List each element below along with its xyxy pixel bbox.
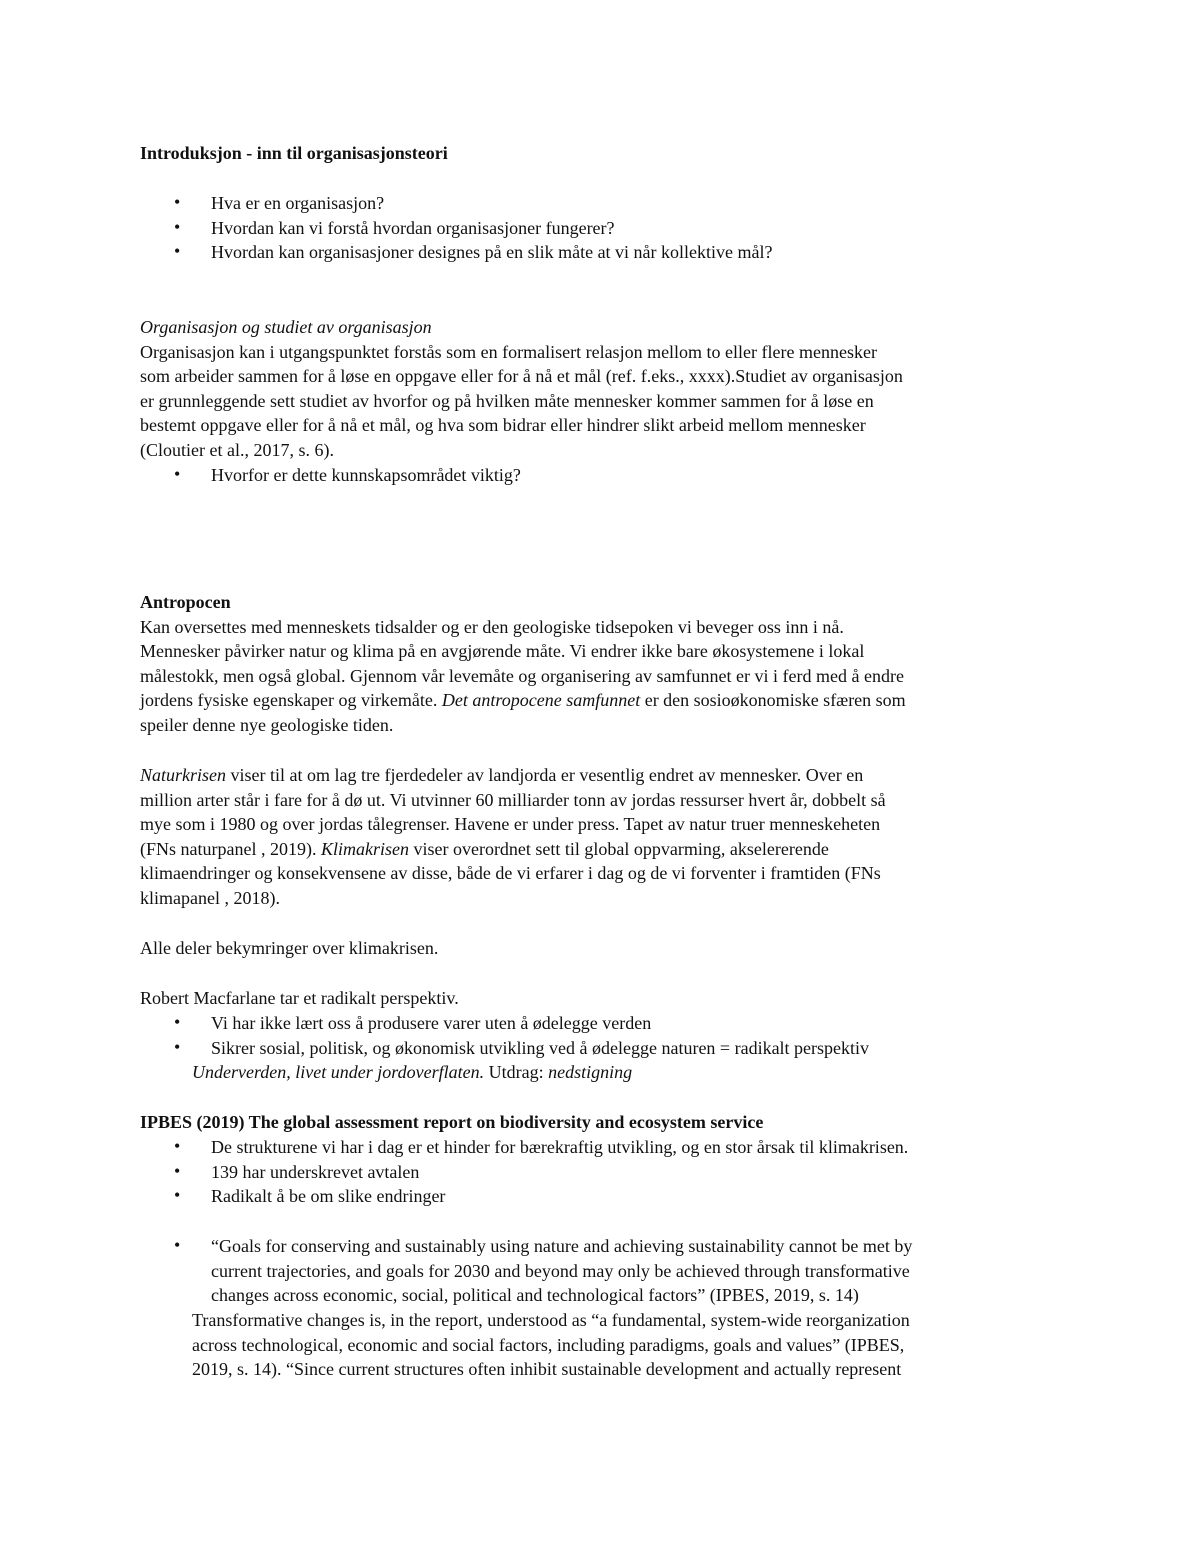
excerpt-title: nedstigning (548, 1062, 633, 1082)
list-item: • Vi har ikke lært oss å produsere varer uten å ødelegge verden (174, 1012, 652, 1033)
naturkrisen-section (140, 763, 886, 911)
list-item: • Radikalt å be om slike endringer (174, 1185, 446, 1207)
book-title: Underverden, livet under jordoverflaten. (192, 1062, 485, 1082)
list-item: • Hvordan kan vi forstå hvordan organisasjoner fungerer? (174, 216, 615, 238)
paragraph-line: klimapanel , 2018). (140, 887, 280, 908)
ipbes-quote-list (140, 1234, 912, 1308)
paragraph-line: 2019, s. 14). “Since current structures often inhibit sustainable development and actually represent (192, 1359, 902, 1380)
intro-section (140, 141, 448, 166)
paragraph-line: across technological, economic and social factors, including paradigms, goals and values” (IPBES, (192, 1334, 905, 1355)
bullet-icon: • (174, 216, 181, 237)
italic-term: Naturkrisen (140, 765, 227, 785)
ipbes-heading: IPBES (2019) The global assessment report on biodiversity and ecosystem service (140, 1112, 764, 1132)
bullet-icon: • (174, 1136, 181, 1156)
list-item: • De strukturene vi har i dag er et hinder for bærekraftig utvikling, og en stor årsak til klimakrisen. (174, 1136, 909, 1157)
bullet-icon: • (174, 1012, 181, 1032)
ipbes-bullet-list (140, 1135, 908, 1209)
paragraph-line: (Cloutier et al., 2017, s. 6). (140, 439, 334, 460)
org-subheading: Organisasjon og studiet av organisasjon (140, 317, 432, 337)
list-item: • Hva er en organisasjon? (174, 192, 385, 213)
paragraph-line: mye som i 1980 og over jordas tålegrenser. Havene er under press. Tapet av natur truer menneskeheten (140, 814, 881, 835)
paragraph-line: Naturkrisen viser til at om lag tre fjerdedeler av landjorda er vesentlig endret av mennesker. Over en (140, 765, 864, 785)
bullet-icon: • (174, 192, 181, 212)
macfarlane-bullet-list (140, 1011, 869, 1060)
intro-question-list (140, 191, 773, 265)
paragraph-line: Transformative changes is, in the report, understood as “a fundamental, system-wide reorganization (192, 1310, 910, 1330)
book-reference: Underverden, livet under jordoverflaten. Utdrag: nedstigning (192, 1062, 633, 1082)
bullet-icon: • (174, 1185, 181, 1206)
org-section (140, 315, 903, 463)
paragraph-line: er grunnleggende sett studiet av hvorfor og på hvilken måte mennesker kommer sammen for å løse en (140, 390, 874, 411)
bullet-icon: • (174, 241, 181, 262)
list-item: • Hvordan kan organisasjoner designes på en slik måte at vi når kollektive mål? (174, 241, 773, 263)
paragraph-line: som arbeider sammen for å løse en oppgave eller for å nå et mål (ref. f.eks., xxxx).Studiet av organisasjon (140, 366, 903, 387)
quote-line: changes across economic, social, political and technological factors” (IPBES, 2019, s. 14) (211, 1285, 859, 1306)
paragraph-line: jordens fysiske egenskaper og virkemåte. Det antropocene samfunnet er den sosioøkonomiske sfæren som (140, 690, 906, 711)
italic-term: Klimakrisen (320, 838, 409, 859)
paragraph-line: million arter står i fare for å dø ut. Vi utvinner 60 milliarder tonn av jordas ressurser hvert år, dobbelt så (140, 789, 886, 810)
list-item: • Sikrer sosial, politisk, og økonomisk utvikling ved å ødelegge naturen = radikalt perspektiv (174, 1036, 870, 1058)
alle-deler-text: Alle deler bekymringer over klimakrisen. (140, 938, 439, 958)
bullet-icon: • (174, 1235, 181, 1255)
list-item: • 139 har underskrevet avtalen (174, 1160, 420, 1182)
bullet-icon: • (174, 464, 181, 484)
paragraph-line: Kan oversettes med menneskets tidsalder og er den geologiske tidsepoken vi beveger oss inn i nå. (140, 616, 844, 637)
bullet-icon: • (174, 1036, 181, 1057)
quote-line: current trajectories, and goals for 2030 and beyond may only be achieved through transformative (211, 1260, 910, 1281)
italic-term: Det antropocene samfunnet (441, 690, 641, 711)
bullet-icon: • (174, 1160, 181, 1181)
antropocen-section (140, 590, 906, 738)
paragraph-line: bestemt oppgave eller for å nå et mål, og hva som bidrar eller hindrer slikt arbeid mellom mennesker (140, 415, 866, 436)
paragraph-line: speiler denne nye geologiske tiden. (140, 714, 394, 735)
paragraph-line: målestokk, men også global. Gjennom vår levemåte og organisering av samfunnet er vi i ferd med å endre (140, 665, 904, 686)
intro-heading: Introduksjon - inn til organisasjonsteori (140, 143, 448, 163)
list-item: • Hvorfor er dette kunnskapsområdet viktig? (174, 464, 521, 485)
org-bullet-list (140, 463, 521, 488)
macfarlane-intro: Robert Macfarlane tar et radikalt perspektiv. (140, 988, 459, 1008)
ipbes-section (140, 1110, 763, 1135)
paragraph-line: (FNs naturpanel , 2019). Klimakrisen viser overordnet sett til global oppvarming, akselererende (140, 838, 829, 859)
paragraph-line: Organisasjon kan i utgangspunktet forstås som en formalisert relasjon mellom to eller flere mennesker (140, 341, 877, 362)
paragraph-line: klimaendringer og konsekvensene av disse, både de vi erfarer i dag og de vi forventer i framtiden (FNs (140, 863, 881, 884)
quote-item: • “Goals for conserving and sustainably using nature and achieving sustainability cannot be met by (174, 1235, 913, 1256)
antropocen-heading: Antropocen (140, 592, 231, 612)
paragraph-line: Mennesker påvirker natur og klima på en avgjørende måte. Vi endrer ikke bare økosystemene i lokal (140, 641, 865, 662)
ipbes-continuation (192, 1308, 910, 1382)
